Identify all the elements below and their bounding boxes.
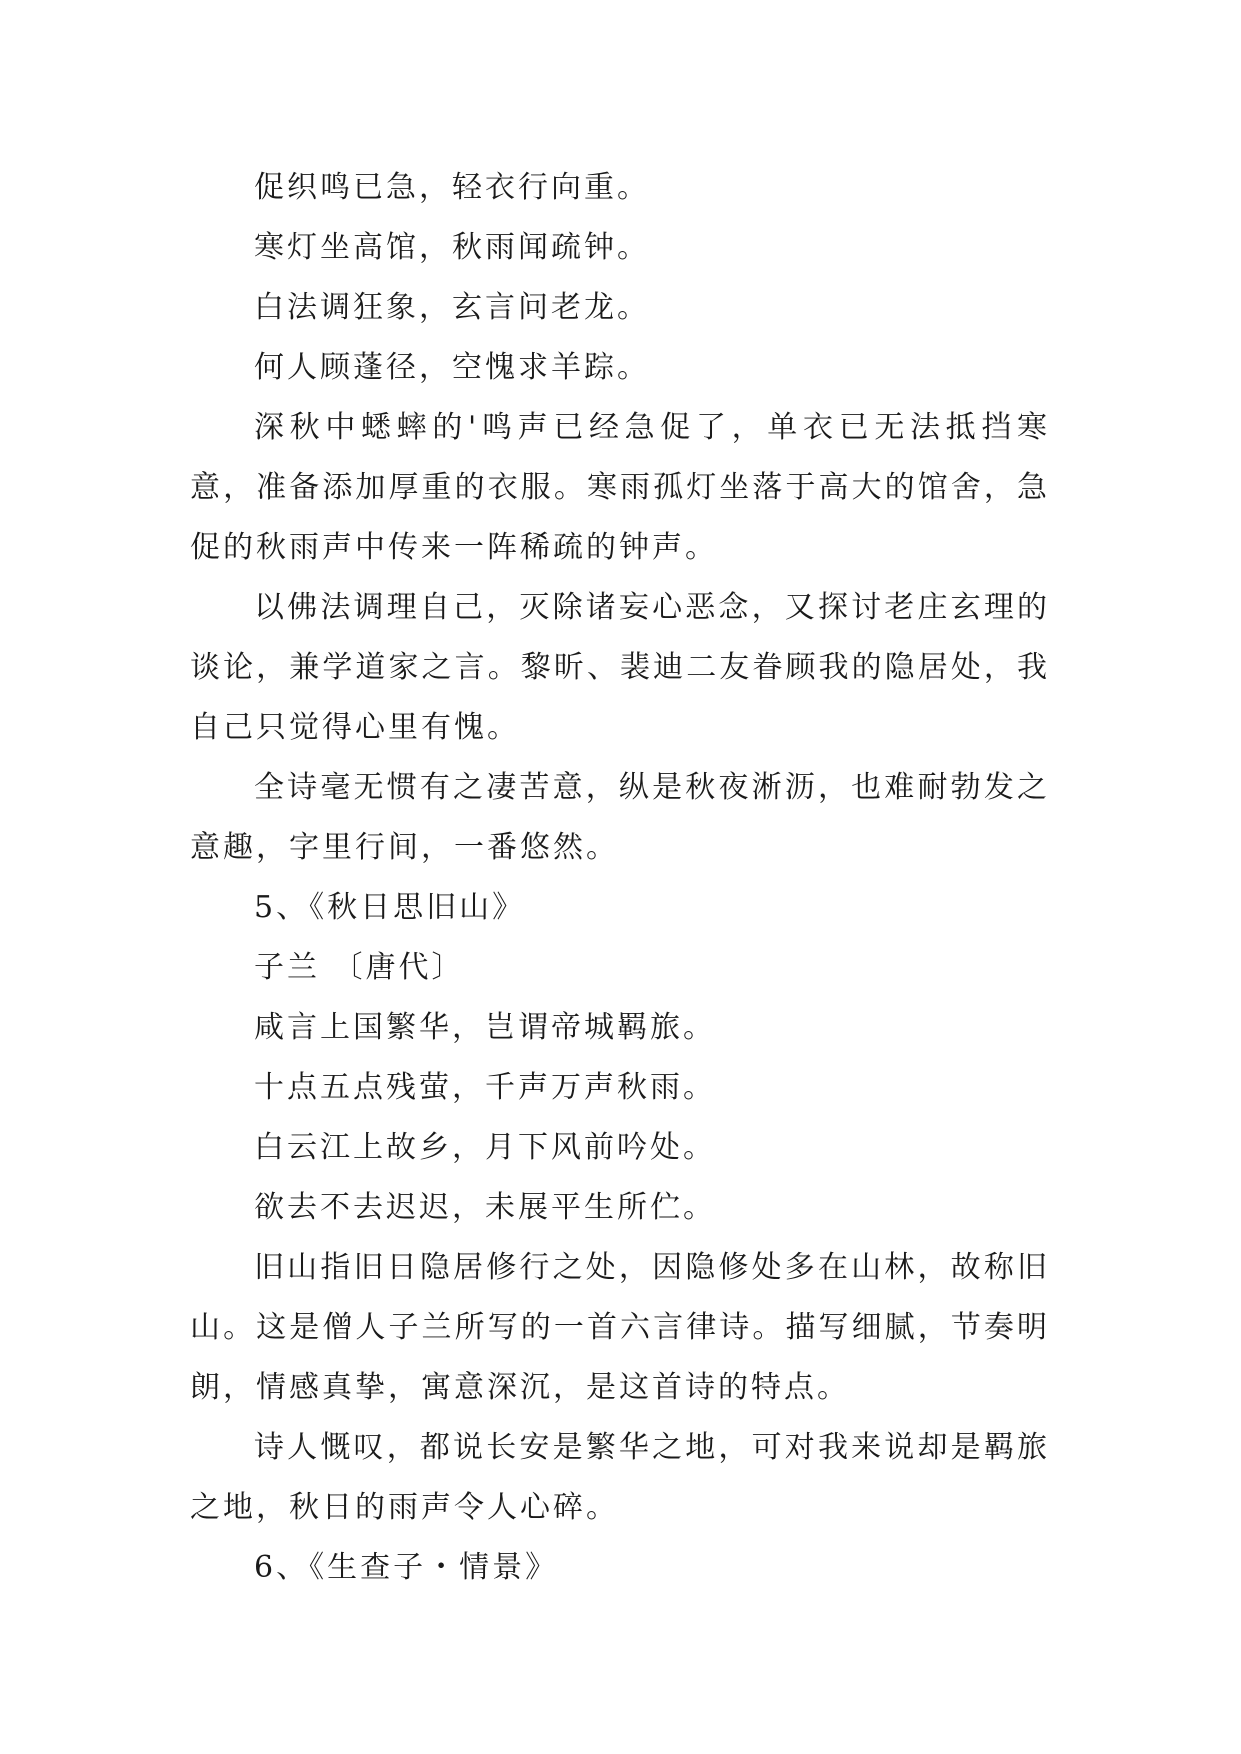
commentary-paragraph: 旧山指旧日隐居修行之处，因隐修处多在山林，故称旧山。这是僧人子兰所写的一首六言律诗。描写细腻，节奏明朗，情感真挚，寓意深沉，是这首诗的特点。 (190, 1250, 1050, 1405)
poem-line: 十点五点残萤，千声万声秋雨。 (254, 1070, 716, 1105)
poem-line: 促织鸣已急，轻衣行向重。 (254, 170, 650, 205)
poem-line: 白云江上故乡，月下风前吟处。 (254, 1130, 716, 1165)
poem-line: 寒灯坐高馆，秋雨闻疏钟。 (254, 230, 650, 265)
commentary-paragraph: 以佛法调理自己，灭除诸妄心恶念，又探讨老庄玄理的谈论，兼学道家之言。黎昕、裴迪二友眷顾我的隐居处，我自己只觉得心里有愧。 (190, 590, 1050, 745)
document-body (190, 158, 1050, 1598)
poem-title: 6、《生查子・情景》 (254, 1550, 559, 1585)
poem-title: 5、《秋日思旧山》 (254, 890, 526, 925)
poem-line: 欲去不去迟迟，未展平生所伫。 (254, 1190, 716, 1225)
poem-line: 白法调狂象，玄言问老龙。 (254, 290, 650, 325)
commentary-paragraph: 全诗毫无惯有之凄苦意，纵是秋夜淅沥，也难耐勃发之意趣，字里行间，一番悠然。 (190, 770, 1050, 865)
poem-author: 子兰 〔唐代〕 (254, 950, 465, 985)
poem-line: 何人顾蓬径，空愧求羊踪。 (254, 350, 650, 385)
poem-line: 咸言上国繁华，岂谓帝城羁旅。 (254, 1010, 716, 1045)
commentary-paragraph: 深秋中蟋蟀的'鸣声已经急促了，单衣已无法抵挡寒意，准备添加厚重的衣服。寒雨孤灯坐落于高大的馆舍，急促的秋雨声中传来一阵稀疏的钟声。 (190, 410, 1050, 565)
commentary-paragraph: 诗人慨叹，都说长安是繁华之地，可对我来说却是羁旅之地，秋日的雨声令人心碎。 (190, 1430, 1050, 1525)
